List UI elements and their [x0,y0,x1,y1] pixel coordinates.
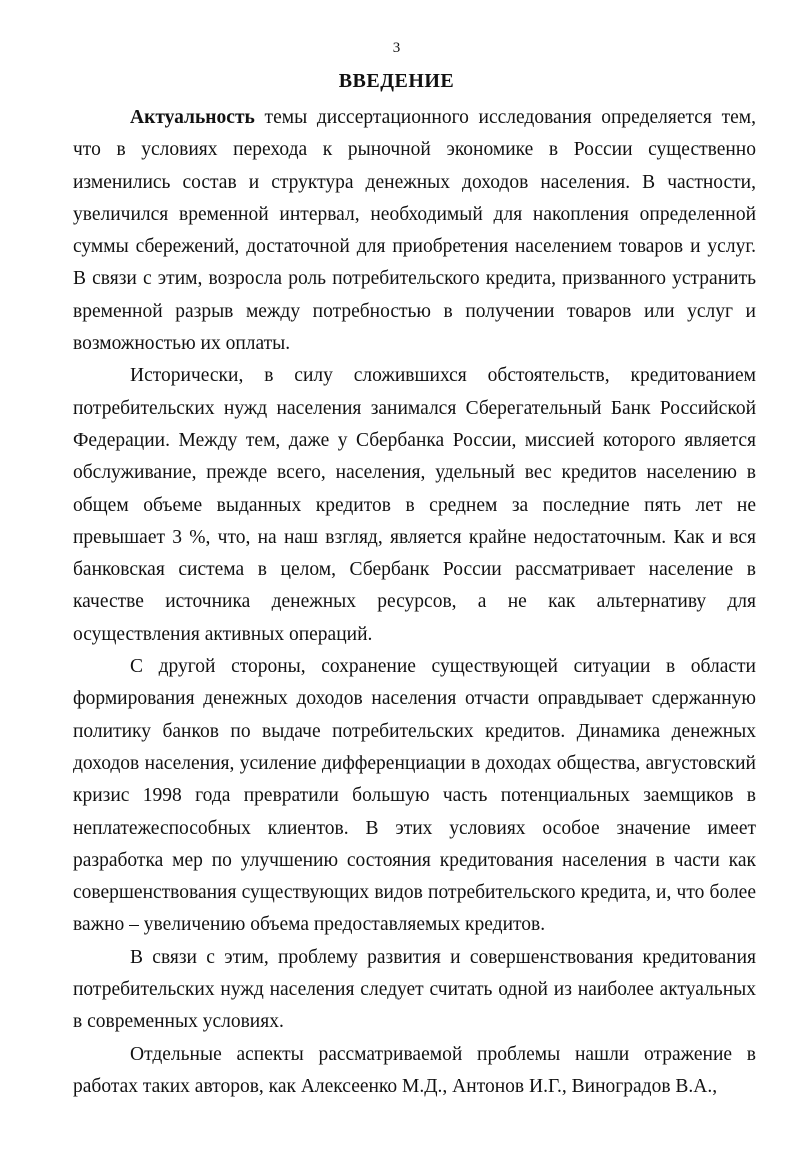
paragraph-other-side: С другой стороны, сохранение существующей ситуации в области формирования денежных доходов населения отчасти оправдывает сдержанную политику банков по выдаче потребительских кредитов. Динамика денежных доходов населения, усиление дифференциации в доходах общества, августовский кризис 1998 года превратили большую часть потенциальных заемщиков в неплатежеспособных клиентов. В этих условиях особое значение имеет разработка мер по улучшению состояния кредитования населения в части как совершенствования существующих видов потребительского кредита, и, что более важно – увеличению объема предоставляемых кредитов. [73,656,756,936]
paragraph-text: темы диссертационного исследования определяется тем, что в условиях перехода к рыночной экономике в России существенно изменились состав и структура денежных доходов населения. В частности, увеличился временной интервал, необходимый для накопления определенной суммы сбережений, достаточной для приобретения населением товаров и услуг. В связи с этим, возросла роль потребительского кредита, призванного устранить временной разрыв между потребностью в получении товаров или услуг и возможностью их оплаты. [73,107,756,355]
page-title: ВВЕДЕНИЕ [338,70,455,92]
paragraph-problem: В связи с этим, проблему развития и совершенствования кредитования потребительских нужд населения следует считать одной из наиболее актуальных в современных условиях. [73,946,756,1033]
page-number: 3 [392,40,401,56]
paragraph-lead-term: Актуальность [130,107,255,128]
paragraph-authors: Отдельные аспекты рассматриваемой проблемы нашли отражение в работах таких авторов, как Алексеенко М.Д., Антонов И.Г., Виноградов В.А., [73,1043,756,1097]
body-text [73,102,756,1103]
paragraph-relevance [73,102,756,360]
paragraph-historical: Исторически, в силу сложившихся обстоятельств, кредитованием потребительских нужд населения занимался Сберегательный Банк Российской Федерации. Между тем, даже у Сбербанка России, миссией которого является обслуживание, прежде всего, населения, удельный вес кредитов населению в общем объеме выданных кредитов в среднем за последние пять лет не превышает 3 %, что, на наш взгляд, является крайне недостаточным. Как и вся банковская система в целом, Сбербанк России рассматривает население в качестве источника денежных ресурсов, а не как альтернативу для осуществления активных операций. [73,365,756,645]
